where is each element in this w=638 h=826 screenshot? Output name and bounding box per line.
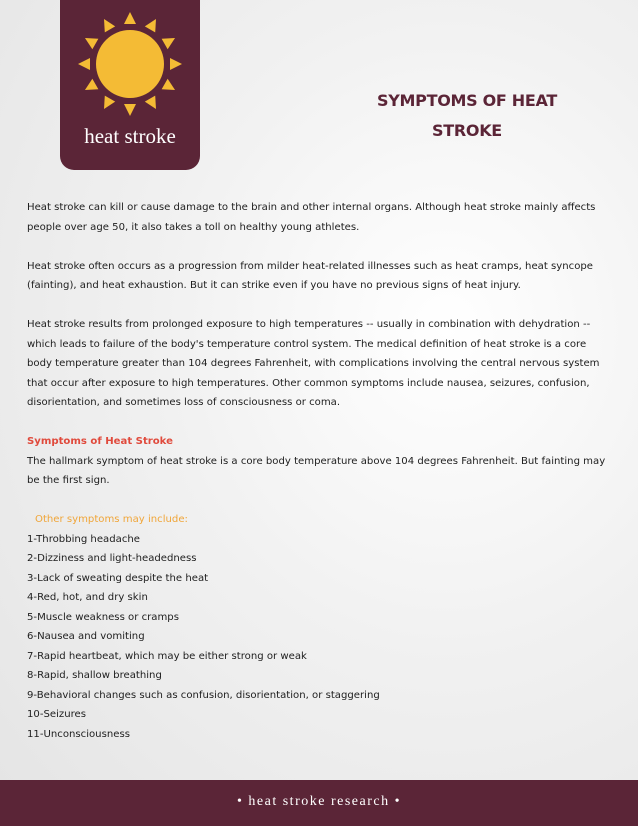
list-item: 9-Behavioral changes such as confusion, disorientation, or staggering xyxy=(27,689,380,701)
list-item: 4-Red, hot, and dry skin xyxy=(27,592,148,603)
footer-text: • heat stroke research • xyxy=(237,794,401,809)
paragraph: Heat stroke can kill or cause damage to the brain and other internal organs. Although heat stroke mainly affects people over age 50, it also takes a toll on healthy young athletes. xyxy=(27,202,596,233)
list-item: 6-Nausea and vomiting xyxy=(27,631,145,642)
brand-tab xyxy=(60,0,200,170)
brand-name: heat stroke xyxy=(84,124,176,148)
list-item: 7-Rapid heartbeat, which may be either strong or weak xyxy=(27,650,307,662)
symptoms-section xyxy=(27,432,612,491)
list-item: 2-Dizziness and light-headedness xyxy=(27,553,197,564)
page-title-line-1: SYMPTOMS OF HEAT xyxy=(377,91,557,110)
article-body xyxy=(27,198,612,744)
section-body: The hallmark symptom of heat stroke is a core body temperature above 104 degrees Fahrenheit. But fainting may be the first sign. xyxy=(27,455,606,486)
footer xyxy=(0,780,638,826)
list-item: 1-Throbbing headache xyxy=(27,533,140,545)
list-item: 11-Unconsciousness xyxy=(27,728,130,740)
list-item: 8-Rapid, shallow breathing xyxy=(27,670,162,681)
paragraph: Heat stroke results from prolonged exposure to high temperatures -- usually in combination with dehydration -- which leads to failure of the body's temperature control system. The medical definition of heat stroke is a core body temperature greater than 104 degrees Fahrenheit, with complications involving the central nervous system that occur after exposure to high temperatures. Other common symptoms include nausea, seizures, confusion, disorientation, and sometimes loss of consciousness or coma. xyxy=(27,319,600,408)
symptom-list xyxy=(27,530,612,745)
list-item: 10-Seizures xyxy=(27,709,86,720)
list-item: 5-Muscle weakness or cramps xyxy=(27,611,179,623)
list-intro: Other symptoms may include: xyxy=(35,514,188,525)
page-title-line-2: STROKE xyxy=(432,121,502,140)
list-item: 3-Lack of sweating despite the heat xyxy=(27,572,209,584)
section-title: Symptoms of Heat Stroke xyxy=(27,436,173,447)
paragraph: Heat stroke often occurs as a progression from milder heat-related illnesses such as heat cramps, heat syncope (fainting), and heat exhaustion. But it can strike even if you have no previous signs of heat injury. xyxy=(27,260,593,291)
sun-icon xyxy=(78,12,182,116)
page-title xyxy=(352,86,582,146)
